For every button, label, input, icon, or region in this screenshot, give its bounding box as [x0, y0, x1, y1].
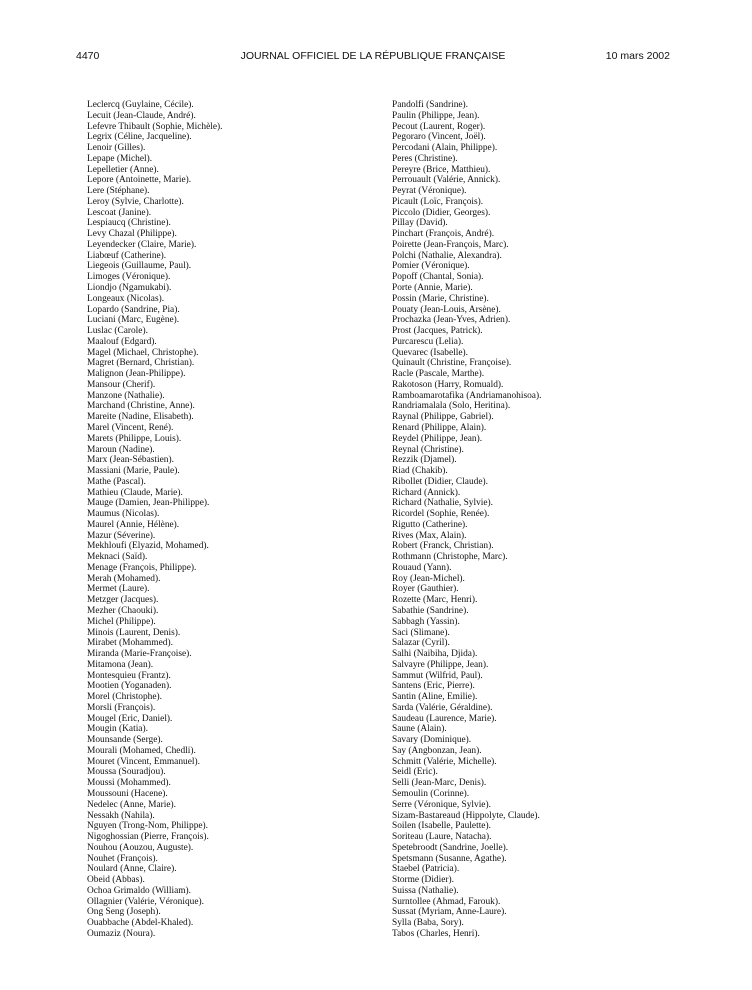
name-entry: Lefevre Thibault (Sophie, Michèle). — [87, 121, 223, 132]
name-entry: Lepore (Antoinette, Marie). — [87, 175, 192, 186]
name-entry: Morsli (François). — [87, 702, 156, 713]
name-entry: Serre (Véronique, Sylvie). — [392, 799, 491, 810]
name-entry: Schmitt (Valérie, Michelle). — [392, 756, 497, 767]
name-entry: Saune (Alain). — [392, 724, 447, 735]
name-entry: Lepape (Michel). — [87, 153, 153, 164]
name-entry: Mathieu (Claude, Marie). — [87, 487, 183, 498]
name-entry: Ouabbache (Abdel-Khaled). — [87, 918, 194, 929]
name-entry: Maurel (Annie, Hélène). — [87, 519, 180, 530]
name-entry: Nouhou (Aouzou, Auguste). — [87, 842, 194, 853]
name-entry: Nessakh (Nahila). — [87, 810, 155, 821]
name-entry: Rozette (Marc, Henri). — [392, 595, 478, 606]
name-entry: Savary (Dominique). — [392, 735, 472, 746]
name-entry: Mougel (Eric, Daniel). — [87, 713, 173, 724]
name-entry: Menage (François, Philippe). — [87, 562, 197, 573]
name-entry: Lenoir (Gilles). — [87, 143, 146, 154]
name-entry: Ochoa Grimaldo (William). — [87, 885, 192, 896]
name-entry: Selli (Jean-Marc, Denis). — [392, 778, 487, 789]
name-entry: Pillay (David). — [392, 218, 448, 229]
name-entry: Peyrat (Véronique). — [392, 186, 467, 197]
name-entry: Marets (Philippe, Louis). — [87, 433, 182, 444]
name-entry: Mounsande (Serge). — [87, 735, 163, 746]
name-entry: Luciani (Marc, Eugène). — [87, 315, 180, 326]
name-entry: Renard (Philippe, Alain). — [392, 422, 487, 433]
name-entry: Marx (Jean-Sébastien). — [87, 455, 174, 466]
name-entry: Rakotoson (Harry, Romuald). — [392, 379, 504, 390]
name-entry: Liondjo (Ngamukabi). — [87, 283, 172, 294]
name-entry: Salhi (Naibiha, Djida). — [392, 649, 478, 660]
name-entry: Santin (Aline, Emilie). — [392, 692, 478, 703]
name-entry: Ramboamarotafika (Andriamanohisoa). — [392, 390, 542, 401]
name-entry: Santens (Eric, Pierre). — [392, 681, 475, 692]
name-entry: Mourali (Mohamed, Chedli). — [87, 745, 196, 756]
name-entry: Salazar (Cyril). — [392, 638, 450, 649]
name-entry: Marchand (Christine, Anne). — [87, 401, 195, 412]
name-entry: Mareite (Nadine, Elisabeth). — [87, 412, 194, 423]
name-entry: Meknaci (Saïd). — [87, 552, 148, 563]
name-entry: Limoges (Véronique). — [87, 272, 171, 283]
name-entry: Perrouault (Valérie, Annick). — [392, 175, 501, 186]
name-entry: Say (Angbonzan, Jean). — [392, 745, 482, 756]
name-entry: Mootien (Yoganaden). — [87, 681, 172, 692]
name-entry: Nigoghossian (Pierre, François). — [87, 832, 209, 843]
name-entry: Pegoraro (Vincent, Joël). — [392, 132, 486, 143]
name-entry: Pereyre (Brice, Matthieu). — [392, 164, 491, 175]
name-list-right — [392, 100, 682, 940]
name-entry: Robert (Franck, Christian). — [392, 541, 494, 552]
name-entry: Maumus (Nicolas). — [87, 509, 160, 520]
name-entry: Magel (Michael, Christophe). — [87, 347, 199, 358]
name-entry: Salvayre (Philippe, Jean). — [392, 659, 489, 670]
name-entry: Pouaty (Jean-Louis, Arsène). — [392, 304, 501, 315]
name-entry: Massiani (Marie, Paule). — [87, 466, 180, 477]
name-entry: Purcarescu (Lelia). — [392, 336, 464, 347]
name-entry: Piccolo (Didier, Georges). — [392, 207, 491, 218]
name-entry: Magret (Bernard, Christian). — [87, 358, 195, 369]
name-entry: Saudeau (Laurence, Marie). — [392, 713, 497, 724]
name-entry: Pomier (Véronique). — [392, 261, 470, 272]
name-entry: Moussa (Souradjou). — [87, 767, 166, 778]
name-entry: Spetsmann (Susanne, Agathe). — [392, 853, 507, 864]
name-entry: Merah (Mohamed). — [87, 573, 161, 584]
issue-date: 10 mars 2002 — [605, 50, 670, 62]
name-list-left — [87, 100, 357, 940]
name-entry: Sussat (Myriam, Anne-Laure). — [392, 907, 507, 918]
name-entry: Percodani (Alain, Philippe). — [392, 143, 498, 154]
name-entry: Pinchart (François, André). — [392, 229, 495, 240]
name-entry: Royer (Gauthier). — [392, 584, 459, 595]
name-entry: Leroy (Sylvie, Charlotte). — [87, 196, 184, 207]
name-entry: Pandolfi (Sandrine). — [392, 100, 469, 110]
name-entry: Rouaud (Yann). — [392, 562, 452, 573]
name-entry: Pecout (Laurent, Roger). — [392, 121, 486, 132]
name-entry: Levy Chazal (Philippe). — [87, 229, 177, 240]
name-entry: Leclercq (Guylaine, Cécile). — [87, 100, 194, 110]
name-entry: Porte (Annie, Marie). — [392, 283, 473, 294]
name-entry: Ribollet (Didier, Claude). — [392, 476, 488, 487]
name-entry: Richard (Nathalie, Sylvie). — [392, 498, 494, 509]
name-entry: Mauge (Damien, Jean-Philippe). — [87, 498, 210, 509]
name-entry: Malignon (Jean-Philippe). — [87, 369, 186, 380]
name-entry: Nguyen (Trong-Nom, Philippe). — [87, 821, 209, 832]
name-entry: Rothmann (Christophe, Marc). — [392, 552, 508, 563]
name-entry: Richard (Annick). — [392, 487, 461, 498]
name-entry: Sammut (Wilfrid, Paul). — [392, 670, 483, 681]
name-entry: Mirabet (Mohammed). — [87, 638, 173, 649]
name-entry: Polchi (Nathalie, Alexandra). — [392, 250, 502, 261]
name-entry: Peres (Christine). — [392, 153, 458, 164]
page-header — [76, 50, 670, 64]
name-entry: Maroun (Nadine). — [87, 444, 155, 455]
name-entry: Riad (Chakib). — [392, 466, 448, 477]
name-entry: Soriteau (Laure, Natacha). — [392, 832, 492, 843]
name-entry: Semoulin (Corinne). — [392, 789, 470, 799]
name-entry: Marel (Vincent, René). — [87, 422, 174, 433]
name-entry: Racle (Pascale, Marthe). — [392, 369, 485, 380]
name-entry: Raynal (Philippe, Gabriel). — [392, 412, 494, 423]
name-entry: Seidl (Eric). — [392, 767, 438, 778]
name-entry: Liegeois (Guillaume, Paul). — [87, 261, 192, 272]
name-entry: Rezzik (Djamel). — [392, 455, 457, 466]
name-entry: Saci (Slimane). — [392, 627, 450, 638]
name-entry: Sabbagh (Yassin). — [392, 616, 460, 627]
name-entry: Picault (Loïc, François). — [392, 196, 484, 207]
name-entry: Randriamalala (Solo, Heritina). — [392, 401, 511, 412]
name-entry: Moussouni (Hacene). — [87, 789, 168, 799]
name-entry: Soilen (Isabelle, Paulette). — [392, 821, 491, 832]
name-entry: Prost (Jacques, Patrick). — [392, 326, 483, 337]
name-entry: Mougin (Katia). — [87, 724, 148, 735]
page-number: 4470 — [76, 50, 100, 62]
name-entry: Spetebroodt (Sandrine, Joelle). — [392, 842, 509, 853]
name-entry: Manzone (Nathalie). — [87, 390, 165, 401]
name-entry: Oumaziz (Noura). — [87, 928, 156, 939]
name-entry: Miranda (Marie-Françoise). — [87, 649, 192, 660]
name-entry: Rigutto (Catherine). — [392, 519, 468, 530]
name-entry: Morel (Christophe). — [87, 692, 162, 703]
name-entry: Suissa (Nathalie). — [392, 885, 459, 896]
name-entry: Mathe (Pascal). — [87, 476, 146, 487]
journal-title: JOURNAL OFFICIEL DE LA RÉPUBLIQUE FRANÇAISE — [240, 50, 506, 62]
name-entry: Possin (Marie, Christine). — [392, 293, 489, 304]
name-entry: Storme (Didier). — [392, 875, 454, 886]
name-entry: Mezher (Chaouki). — [87, 605, 159, 616]
name-entry: Metzger (Jacques). — [87, 595, 159, 606]
name-entry: Lescoat (Janine). — [87, 207, 152, 218]
name-entry: Sabathie (Sandrine). — [392, 605, 469, 616]
name-entry: Reydel (Philippe, Jean). — [392, 433, 483, 444]
name-entry: Mekhloufi (Elyazid, Mohamed). — [87, 541, 209, 552]
name-entry: Leyendecker (Claire, Marie). — [87, 239, 197, 250]
name-entry: Mansour (Cherif). — [87, 379, 156, 390]
name-entry: Reynal (Christine). — [392, 444, 464, 455]
name-entry: Quinault (Christine, Françoise). — [392, 358, 512, 369]
name-entry: Poirette (Jean-François, Marc). — [392, 239, 509, 250]
name-entry: Nouhet (François). — [87, 853, 158, 864]
name-entry: Luslac (Carole). — [87, 326, 148, 337]
name-entry: Obeid (Abbas). — [87, 875, 145, 886]
name-entry: Legrix (Céline, Jacqueline). — [87, 132, 192, 143]
name-entry: Lespiaucq (Christine). — [87, 218, 171, 229]
name-entry: Montesquieu (Frantz). — [87, 670, 171, 681]
name-entry: Michel (Philippe). — [87, 616, 156, 627]
name-entry: Moussi (Mohammed). — [87, 778, 171, 789]
name-entry: Ollagnier (Valérie, Véronique). — [87, 896, 204, 907]
name-entry: Staebel (Patricia). — [392, 864, 460, 875]
name-entry: Surntollee (Ahmad, Farouk). — [392, 896, 501, 907]
name-entry: Sylla (Baba, Sory). — [392, 918, 464, 929]
name-entry: Minois (Laurent, Denis). — [87, 627, 181, 638]
name-entry: Lecuit (Jean-Claude, André). — [87, 110, 196, 121]
name-entry: Lere (Stéphane). — [87, 186, 150, 197]
name-entry: Longeaux (Nicolas). — [87, 293, 165, 304]
name-entry: Tabos (Charles, Henri). — [392, 928, 480, 939]
name-entry: Roy (Jean-Michel). — [392, 573, 465, 584]
name-entry: Lopardo (Sandrine, Pia). — [87, 304, 180, 315]
name-entry: Lepelletier (Anne). — [87, 164, 159, 175]
name-entry: Prochazka (Jean-Yves, Adrien). — [392, 315, 511, 326]
name-entry: Paulin (Philippe, Jean). — [392, 110, 480, 121]
name-entry: Maalouf (Edgard). — [87, 336, 157, 347]
name-entry: Mermet (Laure). — [87, 584, 150, 595]
name-entry: Noulard (Anne, Claire). — [87, 864, 177, 875]
name-entry: Sizam-Bastareaud (Hippolyte, Claude). — [392, 810, 540, 821]
name-entry: Mazur (Séverine). — [87, 530, 156, 541]
name-entry: Rives (Max, Alain). — [392, 530, 467, 541]
name-entry: Sarda (Valérie, Géraldine). — [392, 702, 493, 713]
name-entry: Ong Seng (Joseph). — [87, 907, 161, 918]
name-entry: Mitamona (Jean). — [87, 659, 154, 670]
name-entry: Nedelec (Anne, Marie). — [87, 799, 177, 810]
name-entry: Quevarec (Isabelle). — [392, 347, 468, 358]
name-entry: Popoff (Chantal, Sonia). — [392, 272, 484, 283]
name-entry: Mouret (Vincent, Emmanuel). — [87, 756, 200, 767]
name-entry: Liabœuf (Catherine). — [87, 250, 167, 261]
name-entry: Ricordel (Sophie, Renée). — [392, 509, 490, 520]
